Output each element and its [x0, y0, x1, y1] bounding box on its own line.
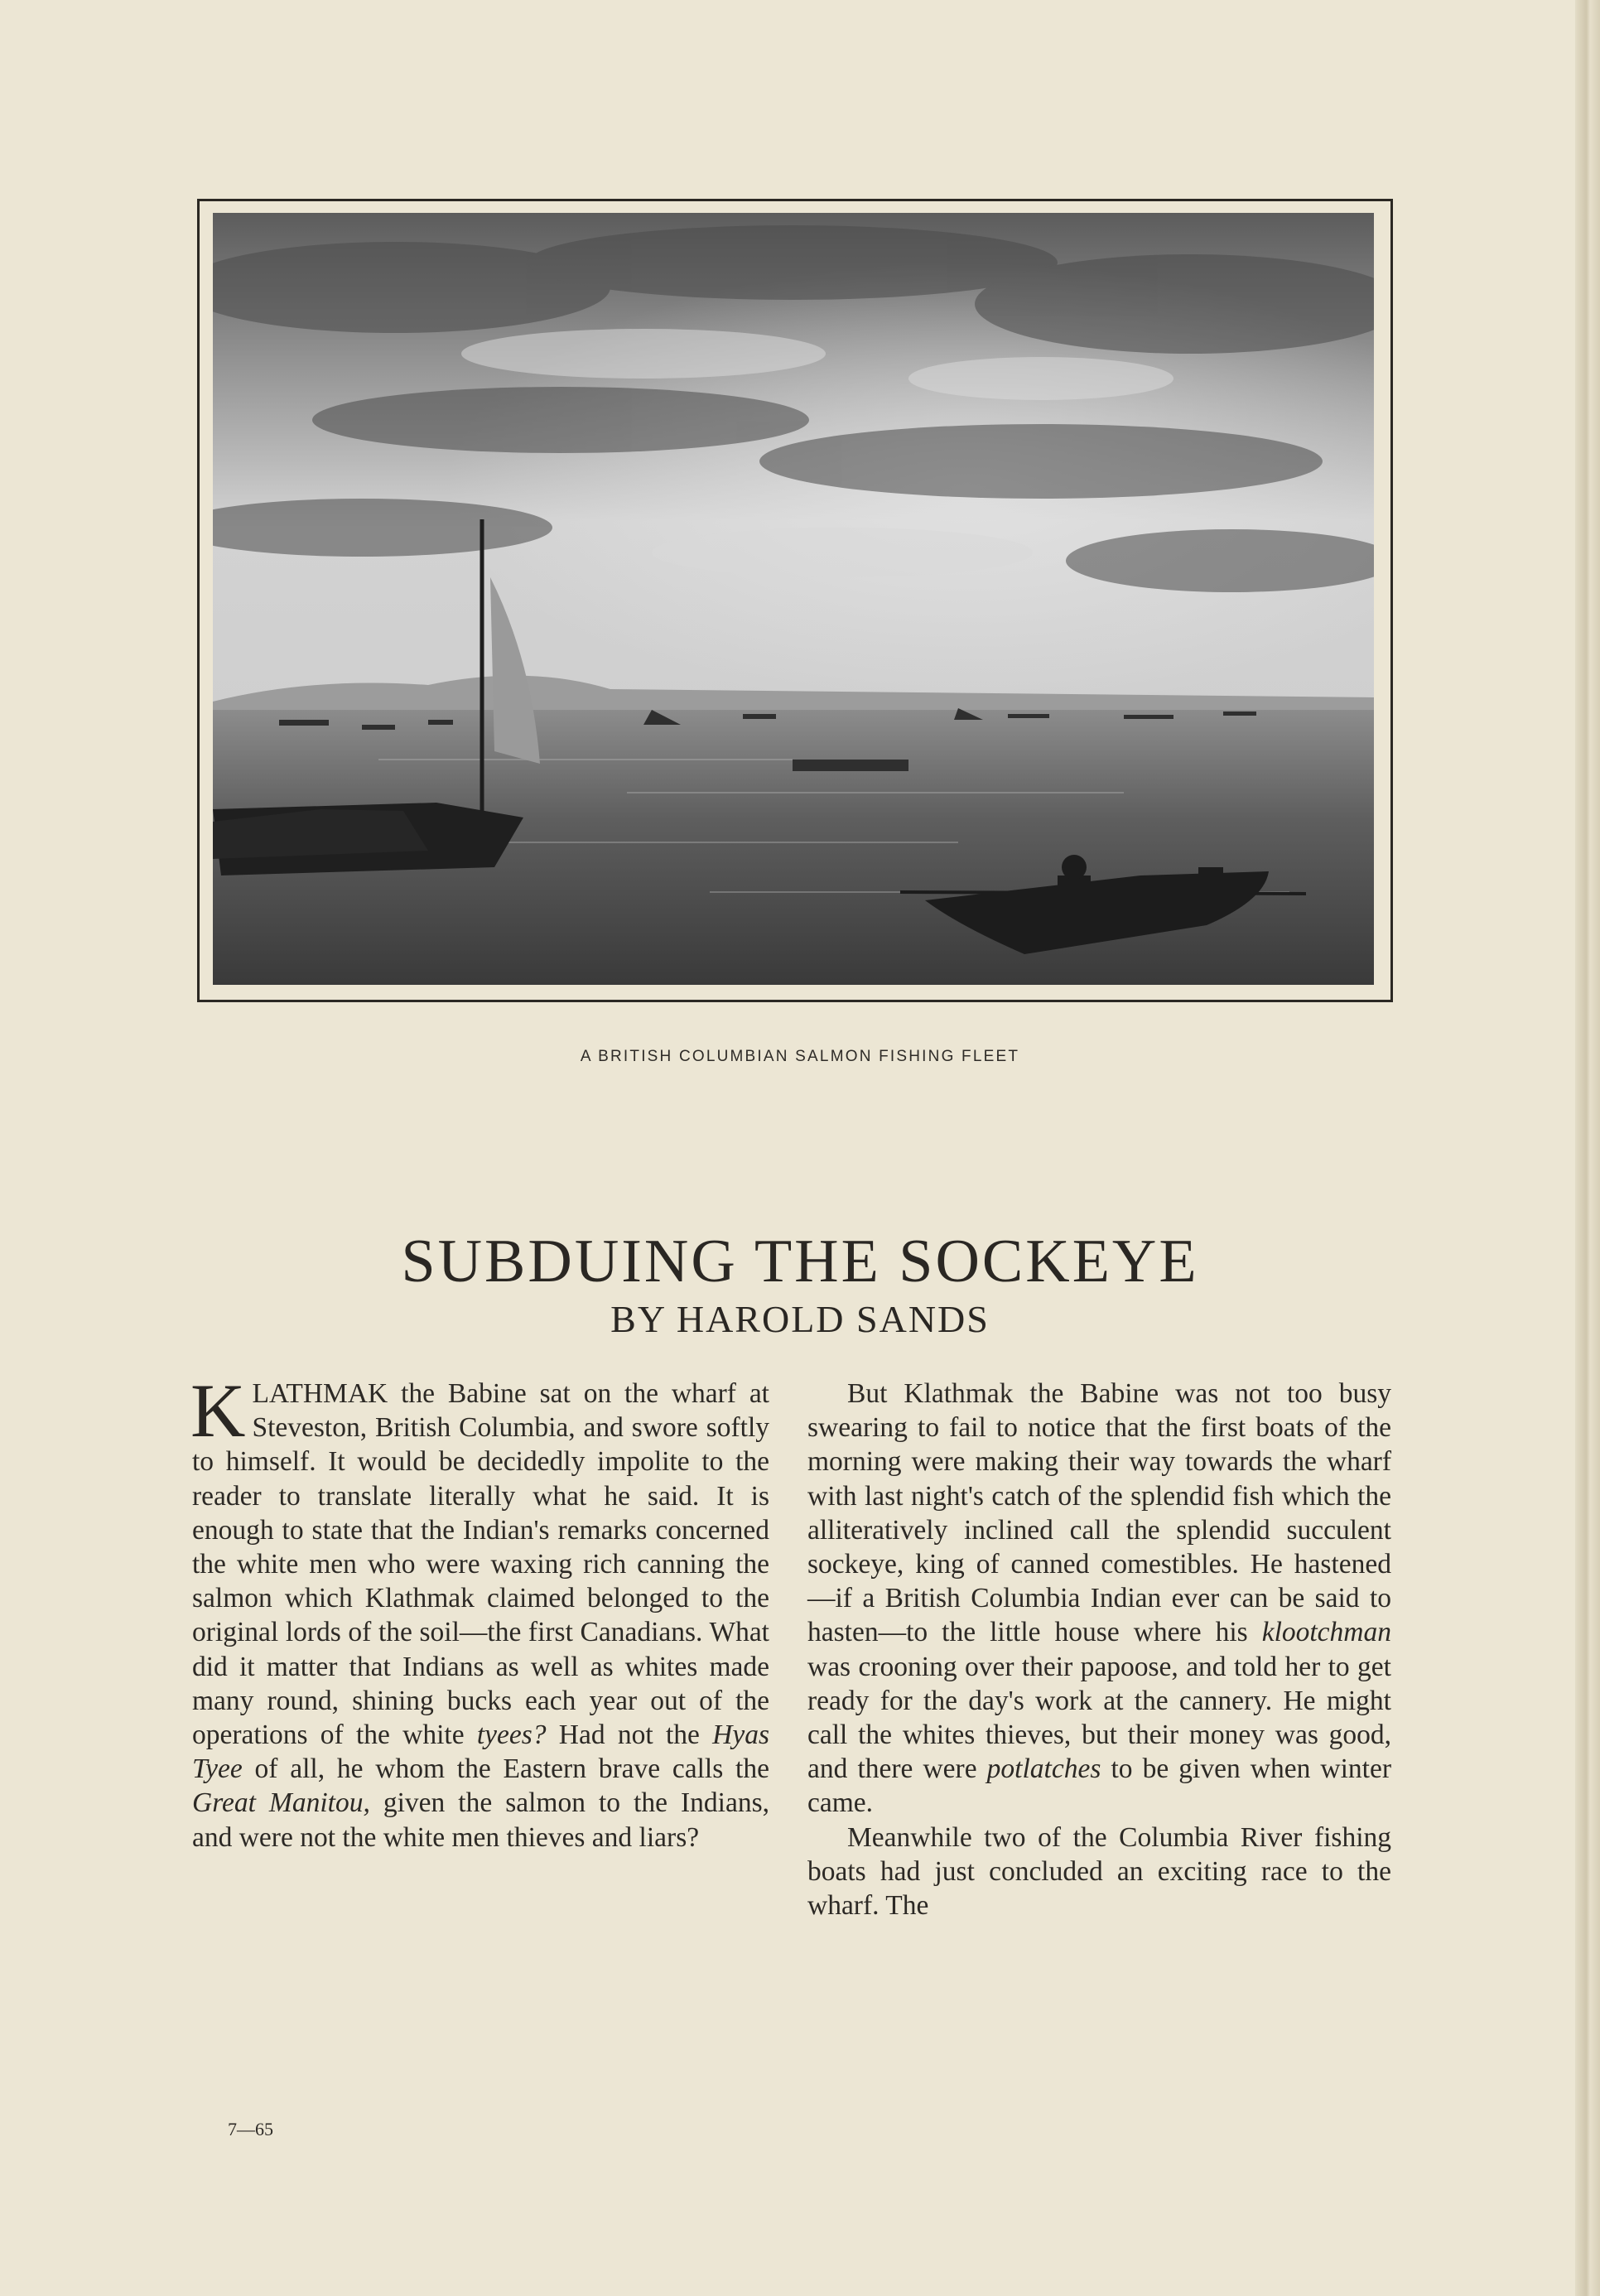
text-run: Had not the [546, 1720, 713, 1751]
photo-caption: A BRITISH COLUMBIAN SALMON FISHING FLEET [580, 1048, 1020, 1065]
text-run: was crooning over their papoose, and told her to get ready for the day's work at the cannery. He might call the whites thieves, but their money was good, and there were [807, 1651, 1391, 1785]
column-right [807, 1377, 1391, 1922]
paragraph [807, 1377, 1391, 1821]
article-title: SUBDUING THE SOCKEYE [401, 1227, 1199, 1295]
italic-term: klootchman [1261, 1617, 1391, 1648]
italic-term: Hyas Tyee [192, 1720, 769, 1785]
italic-term: potlatches [986, 1753, 1101, 1785]
paragraph [190, 1368, 769, 1855]
page-edge [1575, 0, 1600, 2296]
text-run: But Klathmak the Babine was not too busy swearing to fail to notice that the first boats of the morning were making their way towards the wharf with last night's catch of the splendid fish which the alliteratively inclined call the splendid succulent sockeye, king of canned comestibles. He hastened—if a British Columbia Indian ever can be said to hasten—to the little house where his [807, 1378, 1391, 1648]
column-left [190, 1368, 769, 1855]
text-run: of all, he whom the Eastern brave calls the [242, 1753, 769, 1785]
drop-cap: K [190, 1368, 246, 1453]
folio: 7—65 [228, 2119, 273, 2139]
italic-term: Great Manitou, [192, 1787, 370, 1819]
text-run: to be given when winter came. [807, 1753, 1392, 1819]
text-run: given the salmon to the Indians, and were not the white men thieves and liars? [192, 1787, 769, 1853]
paragraph [807, 1821, 1391, 1923]
text-run: LATHMAK the Babine sat on the wharf at Steveston, British Columbia, and swore softly to himself. It would be decidedly impolite to the reader to translate literally what he said. It is enough to state that the Indian's remarks concerned the white men who were waxing rich canning the salmon which Klathmak claimed belonged to the original lords of the soil—the first Canadians. What did it matter that Indians as well as whites made many round, shining bucks each year out of the operations of the white [192, 1378, 769, 1751]
italic-term: tyees? [476, 1720, 547, 1751]
text-run: Meanwhile two of the Columbia River fishing boats had just concluded an exciting race to the wharf. The [807, 1821, 1391, 1922]
article-byline: BY HAROLD SANDS [610, 1298, 990, 1340]
salmon-fleet-photo [213, 213, 1374, 985]
